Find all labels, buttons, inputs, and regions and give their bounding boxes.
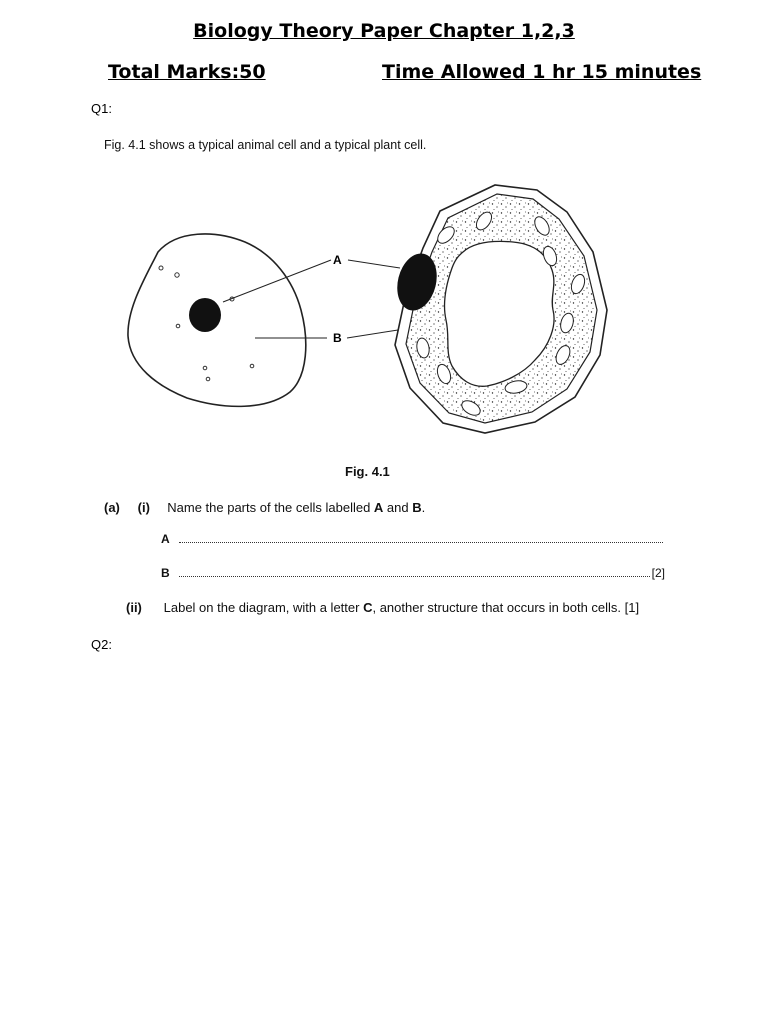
figure-caption: Fig. 4.1 xyxy=(345,464,390,479)
figure-intro-text: Fig. 4.1 shows a typical animal cell and a typical plant cell. xyxy=(104,138,427,152)
animal-cell xyxy=(128,234,306,406)
part-a-i-text: Name the parts of the cells labelled xyxy=(167,500,374,515)
question-a-i xyxy=(104,500,425,515)
part-ii-label: (ii) xyxy=(126,600,142,615)
question-2-number: Q2: xyxy=(91,637,112,652)
question-a-ii xyxy=(126,600,639,615)
part-a-i-and: and xyxy=(383,500,413,515)
answer-b-marks: [2] xyxy=(651,566,665,580)
figure-label-b: B xyxy=(333,331,342,345)
part-a-label: (a) xyxy=(104,500,120,515)
part-a-ii-after: , another structure that occurs in both cells. [1] xyxy=(372,600,640,615)
question-1-number: Q1: xyxy=(91,101,112,116)
part-a-i-bold-b: B xyxy=(412,500,422,515)
answer-line-a[interactable] xyxy=(161,532,665,546)
answer-a-dots[interactable] xyxy=(179,532,663,543)
part-a-i-bold-a: A xyxy=(373,500,384,515)
label-lines xyxy=(223,260,400,338)
total-marks: Total Marks:50 xyxy=(108,61,266,83)
part-i-label: (i) xyxy=(137,500,150,515)
answer-line-b[interactable] xyxy=(161,566,665,580)
paper-title: Biology Theory Paper Chapter 1,2,3 xyxy=(193,20,575,42)
part-a-ii-bold-c: C xyxy=(363,600,373,615)
animal-cell-nucleus xyxy=(189,298,221,332)
answer-b-letter: B xyxy=(161,566,170,580)
question-1-figure xyxy=(95,130,695,630)
answer-b-dots[interactable] xyxy=(179,566,650,577)
part-a-i-end: . xyxy=(421,500,426,515)
figure-label-a: A xyxy=(333,253,342,267)
plant-cell xyxy=(392,185,607,433)
time-allowed: Time Allowed 1 hr 15 minutes xyxy=(382,61,702,83)
answer-a-letter: A xyxy=(161,532,170,546)
part-a-ii-text: Label on the diagram, with a letter xyxy=(163,600,364,615)
cell-diagram xyxy=(95,130,695,460)
